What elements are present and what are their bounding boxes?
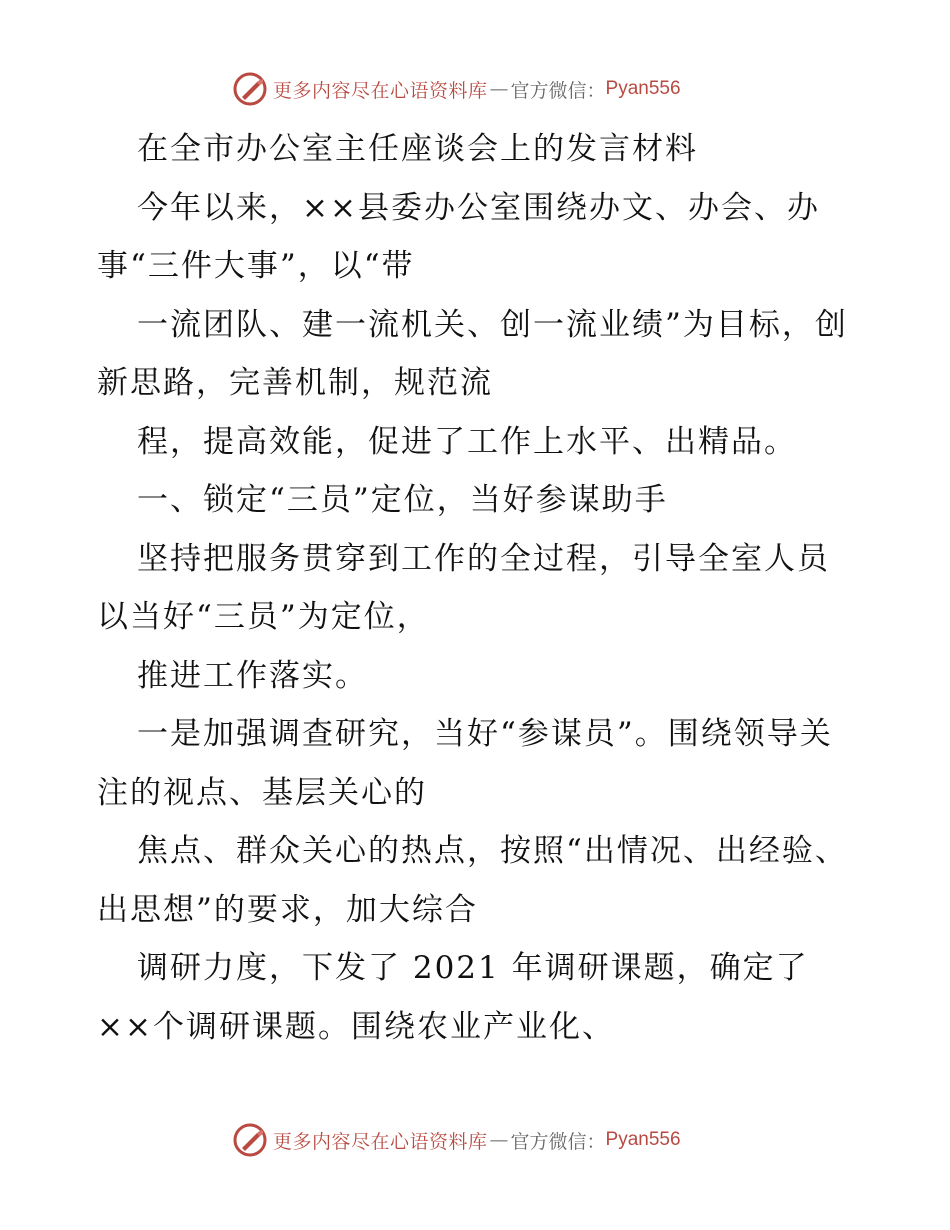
paragraph-line: 今年以来，××县委办公室围绕办文、办会、办事“三件大事”，以“带 xyxy=(97,189,820,284)
paragraph-line: 一流团队、建一流机关、创一流业绩”为目标，创新思路，完善机制，规范流 xyxy=(97,306,848,401)
paragraph-line: 焦点、群众关心的热点，按照“出情况、出经验、出思想”的要求，加大综合 xyxy=(97,833,848,928)
watermark-separator: — xyxy=(489,1129,509,1151)
watermark-site-text: 更多内容尽在心语资料库 xyxy=(273,79,488,102)
paragraph-line: 推进工作落实。 xyxy=(137,657,368,694)
document-title: 在全市办公室主任座谈会上的发言材料 xyxy=(137,131,698,167)
header-watermark xyxy=(233,71,681,107)
footer-watermark xyxy=(233,1122,681,1158)
paragraph-line: 一是加强调查研究，当好“参谋员”。围绕领导关注的视点、基层关心的 xyxy=(97,716,833,811)
quill-seal-logo-icon xyxy=(233,72,267,106)
section-heading: 一、锁定“三员”定位，当好参谋助手 xyxy=(137,482,668,518)
watermark-contact-id: Pyan556 xyxy=(605,1129,681,1150)
watermark-separator: — xyxy=(489,78,509,100)
watermark-contact-id: Pyan556 xyxy=(605,78,681,99)
document-body xyxy=(97,120,857,1056)
paragraph-line: 调研力度，下发了 2021 年调研课题，确定了××个调研课题。围绕农业产业化、 xyxy=(97,950,809,1045)
watermark-site-text: 更多内容尽在心语资料库 xyxy=(273,1130,488,1153)
quill-seal-logo-icon xyxy=(233,1123,267,1157)
watermark-contact-label: 官方微信： xyxy=(510,1130,606,1153)
watermark-contact-label: 官方微信： xyxy=(510,79,606,102)
paragraph-line: 坚持把服务贯穿到工作的全过程，引导全室人员以当好“三员”为定位， xyxy=(97,540,830,635)
paragraph-line: 程，提高效能，促进了工作上水平、出精品。 xyxy=(137,423,797,460)
